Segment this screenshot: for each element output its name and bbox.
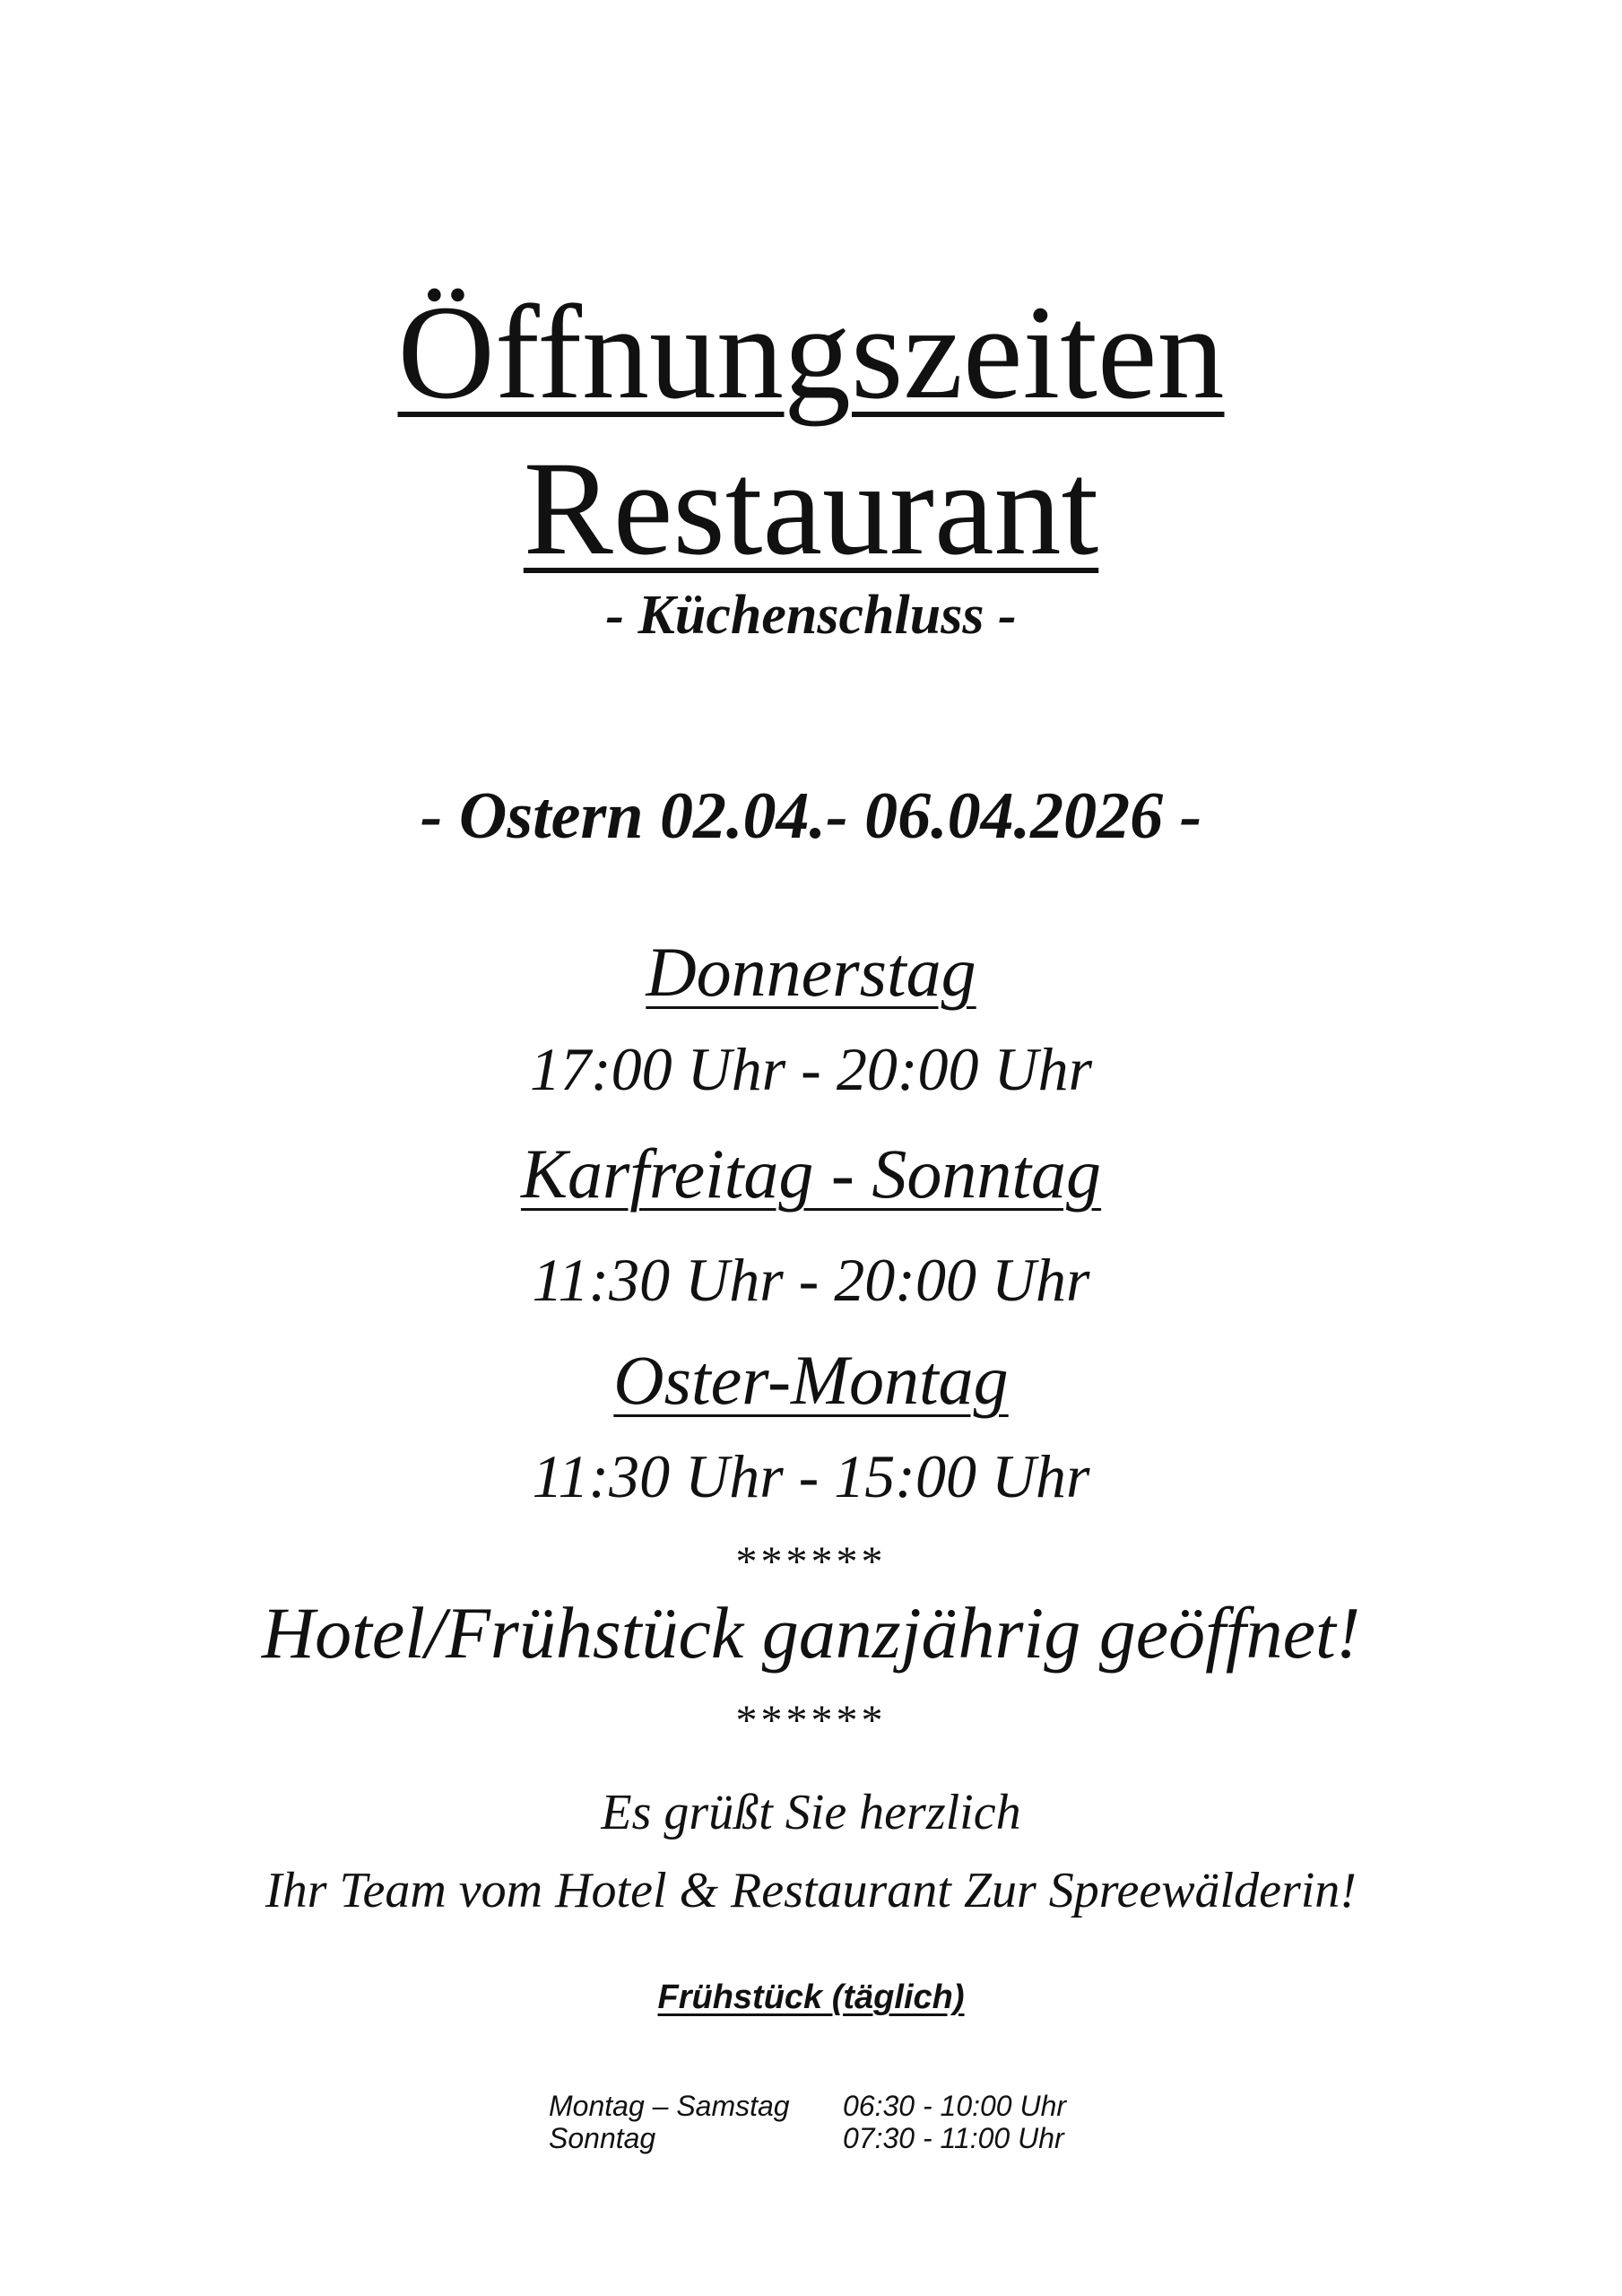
breakfast-days: Montag – Samstag: [549, 2090, 790, 2122]
breakfast-row: [549, 2090, 1066, 2122]
subtitle: - Küchenschluss -: [605, 585, 1017, 646]
hotel-notice: Hotel/Frühstück ganzjährig geöffnet!: [261, 1592, 1361, 1674]
schedule-hours-3: 11:30 Uhr - 15:00 Uhr: [532, 1442, 1090, 1510]
title-line-2: Restaurant: [523, 434, 1099, 583]
breakfast-days: Sonntag: [549, 2122, 656, 2154]
easter-period: - Ostern 02.04.- 06.04.2026 -: [420, 779, 1202, 853]
breakfast-row: [549, 2122, 1066, 2154]
schedule-hours-2: 11:30 Uhr - 20:00 Uhr: [532, 1246, 1090, 1314]
schedule-hours-1: 17:00 Uhr - 20:00 Uhr: [529, 1035, 1093, 1103]
breakfast-hours-table: [549, 2090, 1066, 2154]
breakfast-title: Frühstück (täglich): [657, 1979, 965, 2016]
schedule-day-3: Oster-Montag: [613, 1341, 1009, 1419]
breakfast-hours: 06:30 - 10:00 Uhr: [843, 2090, 1067, 2122]
separator-stars-bottom: ******: [735, 1697, 887, 1744]
schedule-day-1: Donnerstag: [646, 933, 976, 1011]
greeting-line-2: Ihr Team vom Hotel & Restaurant Zur Spreewälderin!: [265, 1863, 1357, 1918]
separator-stars-top: ******: [735, 1538, 887, 1586]
greeting-line-1: Es grüßt Sie herzlich: [601, 1785, 1021, 1840]
breakfast-hours: 07:30 - 11:00 Uhr: [843, 2122, 1064, 2154]
schedule-day-2: Karfreitag - Sonntag: [520, 1135, 1102, 1213]
title-line-1: Öffnungszeiten: [397, 278, 1225, 427]
